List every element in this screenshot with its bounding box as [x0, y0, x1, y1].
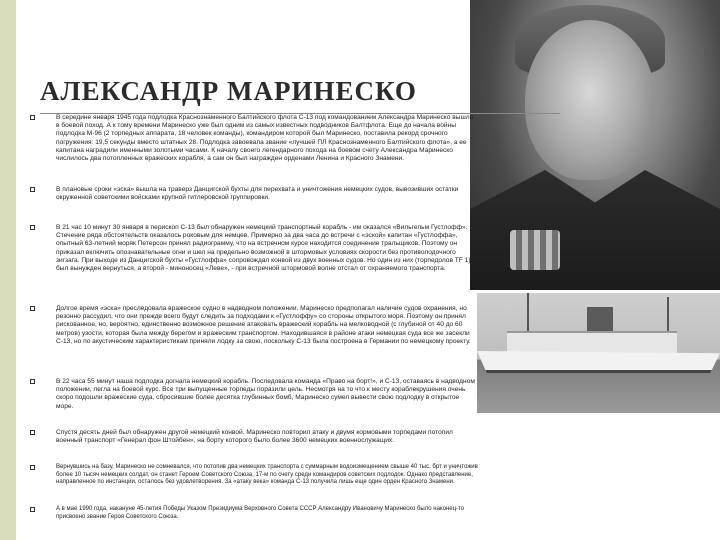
square-bullet-icon	[30, 430, 35, 435]
square-bullet-icon	[30, 465, 35, 470]
bullet-text: А в мае 1990 года, накануне 45-летия Победы Указом Президиума Верховного Совета СССР Александру Ивановичу Маринеско было наконец-то присвоено звание Героя Советского Союза.	[56, 506, 465, 520]
ship-mast	[527, 293, 529, 333]
bullet-text: В 22 часа 55 минут наша подлодка догнала немецкий корабль. Последовала команда «Право на борт!», и С-13, оставаясь в надводном положении, легла на боевой курс. Все три выпущенные торпеды поразили цель. Несмотря на то что к месту кораблекрушения очень скоро подошли вражеские суда, сбросившие более десятка глубинных бомб, Маринеско сумел вывести свою подлодку в открытое море.	[56, 378, 475, 410]
ship-funnel	[587, 307, 613, 333]
bullet-text: Долгое время «эска» преследовала вражеское судно в надводном положении. Маринеско предполагал наличие судов охранения, но резонно рассудил, что они прежде всего будут следить за подходами к «Густлоффу» со стороны открытого моря. Поэтому он принял рискованное, но, вероятно, единственно возможное решение атаковать вражеский корабль на мелководной (с глубиной от 40 до 60 метров) узости, которая была между берегом и вражеским транспортом. Находившаяся в районе атаки немецкая суда все же засекли С-13, но по акустическим характеристикам приняли лодку за свою, поскольку С-13 была построена в Германии по немецкому проекту.	[56, 305, 471, 345]
portrait-photo	[470, 0, 720, 290]
ship-hull	[477, 351, 720, 373]
square-bullet-icon	[30, 187, 35, 192]
list-item	[28, 224, 476, 273]
list-item	[28, 464, 488, 487]
bullet-text: В середине января 1945 года подлодка Краснознаменного Балтийского флота С-13 под командованием Александра Маринеско вышла в боевой поход. А к тому времени Маринеско уже был одним из самых известных подводников Балтфлота. Еще до начала войны подлодка М-96 (2 торпедных аппарата, 18 человек команды), командиром которой был Маринеско, поставила рекорд срочного погружения: 19,5 секунды вместо штатных 28. Подлодка завоевала звание «лучшей ПЛ Краснознаменного Балтийского флота», а ее капитана наградили именными золотыми часами. К началу своего легендарного похода на боевом счету Александра Маринеско числилось два потопленных вражеских корабля, а сам он был награжден орденами Ленина и Красного Знамени.	[56, 114, 474, 163]
square-bullet-icon	[30, 306, 35, 311]
square-bullet-icon	[30, 507, 35, 512]
bullet-text: Вернувшись на базу, Маринеско не сомневался, что потопив два немецких транспорта с суммарным водоизмещением свыше 40 тыс. брт и уничтожив более 10 тысяч немецких солдат, он станет Героем Советского Союза, 17-м по счету среди командиров советских подлодок. Однако представление, направленное по инстанции, осталось без удовлетворения. За «атаку века» команда С-13 получила лишь еще один орден Красного Знамени.	[56, 464, 478, 486]
list-item	[28, 506, 488, 521]
list-item	[28, 378, 476, 411]
ship-photo	[477, 293, 720, 413]
ship-deck	[507, 331, 677, 353]
ship-mast	[667, 297, 669, 333]
list-item	[28, 114, 476, 163]
portrait-coat	[470, 170, 720, 290]
page-title: АЛЕКСАНДР МАРИНЕСКО	[40, 76, 417, 106]
bullet-text: В 21 час 10 минут 30 января в перископ С-13 был обнаружен немецкий транспортный корабль - им оказался «Вильгельм Густлофф». Стечение ряда обстоятельств оказалось роковым для немцев. Примерно за два часа до встречи с «эской» капитан «Густлоффа», опытный 63-летний моряк Петерсон принял радиограмму, что на встречном курсе находится соединение тральщиков. Поэтому он приказал включить опознавательные огни и шел на предельно возможной в штормовых условиях скорости без противолодочного зигзага. При выходе из Данцигской бухты «Густлоффа» сопровождал конвой из двух военных судов. Но один из них (торпедолов ТF 1) был вынужден вернуться, а второй - миноносец «Леве», - при встречной штормовой волне отстал от охраняемого транспорта.	[56, 224, 471, 273]
left-accent-band	[0, 0, 16, 540]
square-bullet-icon	[30, 225, 35, 230]
square-bullet-icon	[30, 115, 35, 120]
bullet-text: Спустя десять дней был обнаружен другой немецкий конвой. Маринеско повторил атаку и двумя кормовыми торпедами потопил военный транспорт «Генерал фон Штойбен», на борту которого было более 3600 немецких военнослужащих.	[56, 429, 453, 445]
list-item	[28, 186, 476, 202]
square-bullet-icon	[30, 379, 35, 384]
bullet-text: В плановые сроки «эска» вышла на траверз Данцигской бухты для перехвата и уничтожения немецких судов, вывозивших остатки окруженной советскими войсками крупной гитлеровской группировки.	[56, 186, 459, 202]
list-item	[28, 429, 476, 445]
portrait-medals	[510, 230, 560, 270]
list-item	[28, 305, 476, 346]
portrait-face	[525, 20, 655, 180]
